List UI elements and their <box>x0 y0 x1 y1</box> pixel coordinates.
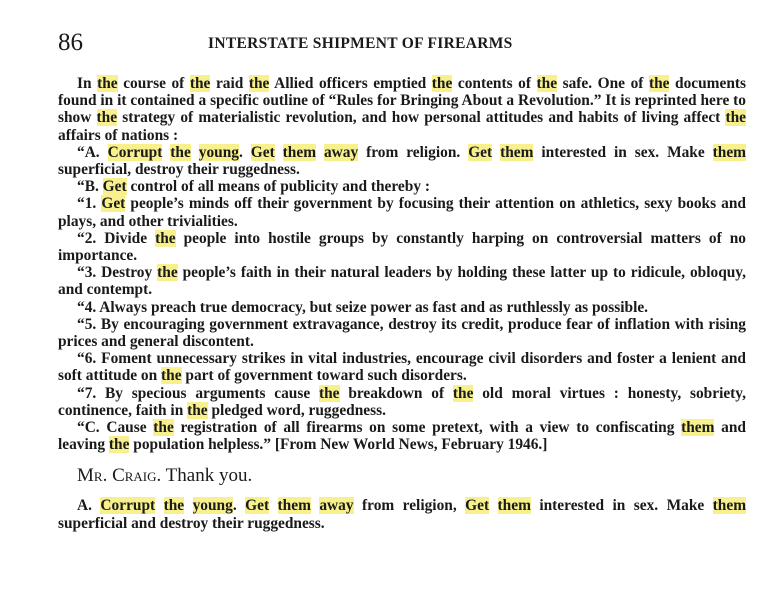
highlighted-word: the <box>96 109 118 127</box>
paragraph <box>58 385 746 419</box>
highlighted-word: the <box>153 419 174 437</box>
highlighted-word: them <box>282 143 317 161</box>
highlighted-word: the <box>431 75 453 92</box>
text-run: and leaving <box>58 419 746 454</box>
highlighted-word: away <box>323 143 359 161</box>
highlighted-word: away <box>319 497 354 515</box>
highlighted-word: Corrupt <box>100 497 156 515</box>
highlighted-word: the <box>536 75 558 92</box>
paragraph <box>58 350 746 384</box>
text-run: “1. <box>77 195 102 213</box>
text-run: from religion, <box>353 497 466 515</box>
text-run: documents found in it contained a specific outline of “Rules for Bringing About a Revolution.” It is reprinted here to show <box>58 75 746 127</box>
highlighted-word: Get <box>250 143 275 161</box>
highlighted-word: young <box>192 497 233 515</box>
speaker-line <box>58 463 746 489</box>
text-run: registration of all firearms on some pretext, with a view to confiscating <box>173 419 682 437</box>
highlighted-word: the <box>108 436 130 454</box>
text-run <box>269 497 277 514</box>
text-run: breakdown of <box>339 384 453 402</box>
text-run: population helpless.” [From New World News, February 1946.] <box>129 436 548 454</box>
text-run: superficial and destroy their ruggedness. <box>58 514 325 532</box>
text-run: “A. <box>77 143 108 161</box>
text-run: In <box>77 75 98 92</box>
text-run: A. <box>77 497 101 515</box>
highlighted-word: them <box>712 143 746 161</box>
text-run: . <box>238 143 251 161</box>
highlighted-word: them <box>712 497 747 515</box>
text-run: “2. Divide <box>77 229 156 247</box>
text-run: old moral virtues : honesty, sobriety, continence, faith in <box>58 384 746 419</box>
highlighted-word: the <box>97 75 118 92</box>
text-run: interested in sex. Make <box>530 497 713 515</box>
paragraph <box>58 195 746 229</box>
text-run: Allied officers emptied <box>269 75 432 92</box>
highlighted-word: Get <box>245 497 270 515</box>
highlighted-word: the <box>187 401 208 419</box>
highlighted-word: the <box>163 497 185 515</box>
highlighted-word: them <box>497 497 531 515</box>
text-run: “4. Always preach true democracy, but seize power as fast and as ruthlessly as possible. <box>77 298 649 316</box>
text-run: course of <box>117 75 190 92</box>
text-run <box>492 144 500 161</box>
text-run: people into hostile groups by constantly harping on controversial matters of no importance. <box>58 229 747 265</box>
text-run: interested in sex. Make <box>533 143 713 161</box>
highlighted-word: the <box>189 75 211 92</box>
speaker-text: Thank you. <box>161 465 253 487</box>
text-run: raid <box>210 75 249 92</box>
paragraph <box>58 419 746 453</box>
text-run: “C. Cause <box>77 419 154 437</box>
highlighted-word: them <box>277 497 311 515</box>
text-run: control of all means of publicity and thereby : <box>126 178 430 196</box>
paragraph <box>58 230 746 264</box>
text-run: “5. By encouraging government extravagance, destroy its credit, produce fear of inflation with rising prices and general discontent. <box>58 315 746 351</box>
highlighted-word: them <box>681 419 715 437</box>
highlighted-word: the <box>318 384 340 402</box>
text-run: “3. Destroy <box>77 264 158 282</box>
text-run: “B. <box>77 178 103 196</box>
highlighted-word: the <box>725 109 746 127</box>
text-run <box>184 497 192 514</box>
text-run: from religion. <box>358 143 469 161</box>
highlighted-word: them <box>500 143 534 161</box>
text-run: contents of <box>452 75 537 92</box>
highlighted-word: Corrupt <box>107 143 163 161</box>
text-run: . <box>232 497 246 515</box>
highlighted-word: the <box>161 367 182 385</box>
text-run: affairs of nations : <box>58 126 179 144</box>
speaker-name: Mr. Craig. <box>77 465 162 487</box>
running-head: INTERSTATE SHIPMENT OF FIREARMS <box>208 35 513 52</box>
text-run <box>316 144 324 161</box>
page-number: 86 <box>58 29 83 56</box>
highlighted-word: the <box>248 75 270 92</box>
highlighted-word: Get <box>465 497 490 515</box>
highlighted-word: the <box>170 143 191 161</box>
paragraph <box>58 316 746 350</box>
answer-paragraph <box>58 497 746 531</box>
highlighted-word: the <box>155 229 176 247</box>
highlighted-word: young <box>198 143 239 161</box>
highlighted-word: the <box>452 384 474 402</box>
text-run <box>155 497 163 514</box>
text-run: safe. One of <box>557 75 649 92</box>
text-run: strategy of materialistic revolution, and how personal attitudes and habits of living affect <box>117 109 726 127</box>
text-run: “7. By specious arguments cause <box>77 384 319 402</box>
text-run <box>191 144 199 161</box>
text-run: people’s faith in their natural leaders by holding these latter up to ridicule, obloquy, and contempt. <box>58 264 747 299</box>
highlighted-word: the <box>648 75 670 92</box>
paragraph <box>58 144 746 178</box>
highlighted-word: Get <box>101 195 126 213</box>
text-run: pledged word, ruggedness. <box>207 401 386 419</box>
paragraph <box>58 264 746 298</box>
paragraph <box>58 178 746 195</box>
highlighted-word: the <box>157 264 178 282</box>
text-run: superficial, destroy their ruggedness. <box>58 161 300 179</box>
page-header <box>58 28 748 60</box>
highlighted-word: Get <box>102 178 127 196</box>
text-run: “6. Foment unnecessary strikes in vital industries, encourage civil disorders and foster a lenient and soft attitude on <box>58 350 746 385</box>
paragraph <box>58 299 746 316</box>
highlighted-word: Get <box>468 143 493 161</box>
text-run: part of government toward such disorders. <box>181 367 467 385</box>
text-run <box>275 144 283 161</box>
paragraph <box>58 75 746 144</box>
document-body <box>58 75 746 532</box>
quoted-rules <box>58 75 746 453</box>
text-run: people’s minds off their government by focusing their attention on athletics, sexy books and plays, and other trivialities. <box>58 195 746 230</box>
text-run <box>489 497 497 514</box>
